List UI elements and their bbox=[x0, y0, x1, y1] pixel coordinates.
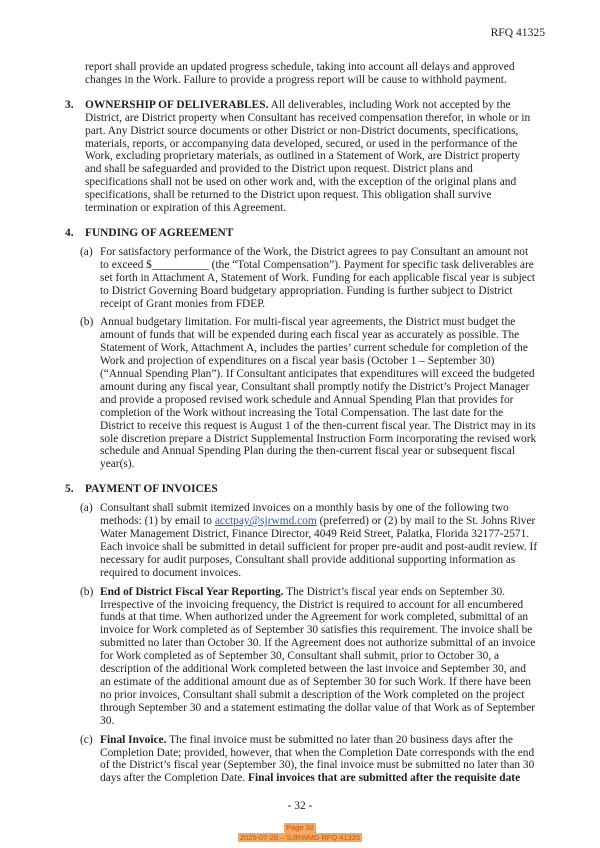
bold-text-run: Final invoices that are submitted after the requisite date bbox=[248, 772, 521, 785]
subsection-label: (c) bbox=[80, 733, 93, 746]
subsection-4b-paragraph bbox=[100, 316, 538, 471]
subsection-5a bbox=[65, 502, 538, 579]
text-run: (preferred) or (2) by mail to the St. Johns River Water Management District, Finance Director, 4049 Reid Street, Palatka, Florida 32177-2571. Each invoice shall be submitted in detail sufficient for proper pre-audit and post-audit review. If necessary for audit purposes, Consultant shall provide additional supporting information as required to document invoices. bbox=[100, 515, 538, 579]
text-run: Consultant shall submit itemized invoices on a monthly basis by one of the following two methods: (1) by email to bbox=[100, 502, 509, 528]
section-3-paragraph bbox=[85, 99, 538, 215]
subsection-label: (a) bbox=[80, 245, 93, 258]
subsection-label: (a) bbox=[80, 502, 93, 515]
document-content bbox=[65, 61, 538, 785]
text-run: Annual budgetary limitation. For multi-fiscal year agreements, the District must budget the amount of funds that will be expended during each fiscal year as accurately as possible. The Statement of Work, Attachment A, includes the parties’ current schedule for completion of the Work and projection of expenditures on a fiscal year basis (October 1 – September 30) (“Annual Spending Plan”). If Consultant anticipates that expenditures will exceed the budgeted amount during any fiscal year, Consultant shall promptly notify the District’s Project Manager and provide a proposed revised work schedule and Annual Spending Plan that provides for completion of the Work without increasing the Total Compensation. The last date for the District to receive this request is August 1 of the then-current fiscal year. The District may in its sole discretion prepare a District Supplemental Instruction Form incorporating the revised work schedule and Annual Spending Plan during the then-current fiscal year or subsequent fiscal year(s). bbox=[100, 316, 537, 471]
text-run: The District’s fiscal year ends on September 30. Irrespective of the invoicing frequency, the District is required to account for all encumbered funds at that time. When authorized under the Agreement for work completed, submittal of an invoice for Work completed as of September 30 satisfies this requirement. The invoice shall be submitted no later than October 30. If the Agreement does not authorize submittal of an invoice for Work completed as of September 30, Consultant shall submit, prior to October 30, a description of the additional Work completed between the last invoice and September 30, and an estimate of the additional amount due as of September 30 for such Work. If there have been no prior invoices, Consultant shall submit a description of the Work completed on the project through September 30 and a statement estimating the dollar value of that Work as of September 30. bbox=[100, 585, 536, 727]
section-3-ownership-of-deliverables bbox=[65, 99, 538, 215]
text-run: All deliverables, including Work not accepted by the District, are District property when Consultant has received compensation therefor, in whole or in part. Any District source documents or other District or non-District documents, specifications, materials, reports, or accompanying data developed, secured, or used in the performance of the Work, excluding proprietary materials, as outlined in a Statement of Work, are District property and shall be safeguarded and provided to the District upon request. District plans and specifications shall not be used on other work and, with the exception of the original plans and specifications, shall be returned to the District upon request. This obligation shall survive termination or expiration of this Agreement. bbox=[85, 98, 531, 215]
stamp-page-label: Page 32 bbox=[286, 823, 314, 832]
footer-stamp bbox=[0, 823, 600, 842]
subsection-4b bbox=[65, 316, 538, 471]
bold-text-run: End of District Fiscal Year Reporting. bbox=[100, 585, 284, 598]
bold-text-run: Final Invoice. bbox=[100, 733, 167, 746]
text-run: For satisfactory performance of the Work, the District agrees to pay Consultant an amount not to exceed $__________ (the “Total Compensation”). Payment for specific task deliverables are set forth in Attachment A, Statement of Work. Funding for each applicable fiscal year is subject to District Governing Board budgetary appropriation. Funding is further subject to District receipt of Grant monies from FDEP. bbox=[100, 245, 536, 310]
section-5-payment-of-invoices bbox=[65, 483, 538, 785]
subsection-5b-paragraph bbox=[100, 586, 538, 728]
section-number: 3. bbox=[65, 98, 74, 111]
subsection-label: (b) bbox=[80, 585, 94, 598]
subsection-5b bbox=[65, 586, 538, 728]
subsection-5c-paragraph bbox=[100, 734, 538, 786]
subsection-4a-paragraph bbox=[100, 246, 538, 311]
email-link[interactable]: acctpay@sjrwmd.com bbox=[214, 515, 317, 528]
subsection-4a bbox=[65, 246, 538, 311]
section-5-heading: PAYMENT OF INVOICES bbox=[85, 483, 218, 496]
subsection-5c bbox=[65, 734, 538, 786]
continuation-paragraph: report shall provide an updated progress schedule, taking into account all delays and approved changes in the Work. Failure to provide a progress report will be cause to withhold payment. bbox=[85, 61, 515, 86]
subsection-label: (b) bbox=[80, 316, 94, 329]
section-number: 5. bbox=[65, 483, 74, 496]
text-run: The final invoice must be submitted no later than 20 business days after the Completion Date; provided, however, that when the Completion Date corresponds with the end of the District’s fiscal year (September 30), the final invoice must be submitted no later than 30 days after the Completion Date. bbox=[100, 733, 535, 785]
section-number: 4. bbox=[65, 226, 74, 239]
section-4-funding-of-agreement bbox=[65, 227, 538, 471]
bold-text-run: OWNERSHIP OF DELIVERABLES. bbox=[85, 98, 269, 111]
page-number: - 32 - bbox=[287, 800, 313, 812]
subsection-5a-paragraph bbox=[100, 502, 538, 579]
header-rfq-number: RFQ 41325 bbox=[490, 26, 545, 39]
stamp-doc-label: 2025-07-28 – SJRWMD RFQ 41325 bbox=[239, 832, 361, 842]
section-4-heading: FUNDING OF AGREEMENT bbox=[85, 226, 234, 239]
